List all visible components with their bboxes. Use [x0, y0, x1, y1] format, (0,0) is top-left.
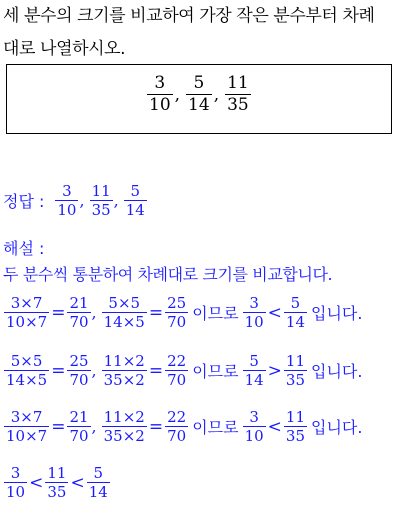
row3-expr-b: $\frac{11\times 2}{35\times 2}$ — [103, 408, 145, 446]
row2-word: 이므로 — [192, 362, 239, 382]
row2-expr-a: $\frac{5\times 5}{14\times 5}$ — [6, 352, 48, 390]
row1-result-a: $\frac{21}{70}$ — [69, 294, 89, 332]
row3-expr-a: $\frac{3\times 7}{10\times 7}$ — [6, 408, 48, 446]
row2-result-a: $\frac{25}{70}$ — [69, 352, 89, 390]
answer-fraction-1: $\frac{3}{10}$ — [57, 182, 77, 220]
question-text — [3, 0, 399, 66]
given-fraction-1: $\frac{3}{10}$ — [149, 73, 171, 116]
row3-end: 입니다. — [311, 418, 363, 438]
row2-compare-2: $\frac{11}{35}$ — [285, 352, 305, 390]
solution-label: 해설 : — [3, 239, 45, 258]
given-fraction-3: $\frac{11}{35}$ — [227, 73, 249, 116]
row1-compare-1: $\frac{3}{10}$ — [244, 294, 264, 332]
final-order: $\frac{3}{10}$ < $\frac{11}{35}$ < $\frac{5}{14}$ — [6, 464, 108, 502]
row3-compare-1: $\frac{3}{10}$ — [244, 408, 264, 446]
row3-result-b: $\frac{22}{70}$ — [167, 408, 187, 446]
answer-fraction-3: $\frac{5}{14}$ — [125, 182, 145, 220]
solution-intro: 두 분수씩 통분하여 차례대로 크기를 비교합니다. — [3, 265, 333, 284]
row1-compare-2: $\frac{5}{14}$ — [285, 294, 305, 332]
question-line-2: 대로 나열하시오. — [3, 39, 126, 59]
given-fractions-box — [6, 64, 392, 134]
answer-row: 정답 : $\frac{3}{10}$ , $\frac{11}{35}$ , $\frac{5}{14}$ — [3, 182, 145, 220]
row2-result-b: $\frac{22}{70}$ — [167, 352, 187, 390]
row3-word: 이므로 — [192, 418, 239, 438]
answer-fraction-2: $\frac{11}{35}$ — [91, 182, 111, 220]
given-fraction-2: $\frac{5}{14}$ — [188, 73, 210, 116]
final-fraction-3: $\frac{5}{14}$ — [88, 464, 108, 502]
row1-expr-a: $\frac{3\times 7}{10\times 7}$ — [6, 294, 48, 332]
row1-expr-b: $\frac{5\times 5}{14\times 5}$ — [103, 294, 145, 332]
row1-end: 입니다. — [311, 304, 363, 324]
row2-compare-1: $\frac{5}{14}$ — [244, 352, 264, 390]
given-fractions: $\frac{3}{10}$ , $\frac{5}{14}$ , $\frac{11}{35}$ — [149, 73, 249, 116]
row3-compare-2: $\frac{11}{35}$ — [285, 408, 305, 446]
final-fraction-2: $\frac{11}{35}$ — [47, 464, 67, 502]
row1-word: 이므로 — [192, 304, 239, 324]
row2-expr-b: $\frac{11\times 2}{35\times 2}$ — [103, 352, 145, 390]
row3-result-a: $\frac{21}{70}$ — [69, 408, 89, 446]
answer-label: 정답 : — [3, 192, 45, 212]
solution-row-3: $\frac{3\times 7}{10\times 7}$ = $\frac{21}{70}$ , $\frac{11\times 2}{35\times 2}$ = $\frac{22}{70}$ 이므로 $\frac{3}{10}$ < $\frac{11}{35}$ 입니다. — [6, 408, 363, 446]
row2-end: 입니다. — [311, 362, 363, 382]
final-fraction-1: $\frac{3}{10}$ — [6, 464, 26, 502]
row1-result-b: $\frac{25}{70}$ — [167, 294, 187, 332]
question-line-1: 세 분수의 크기를 비교하여 가장 작은 분수부터 차례 — [3, 6, 375, 26]
solution-row-2: $\frac{5\times 5}{14\times 5}$ = $\frac{25}{70}$ , $\frac{11\times 2}{35\times 2}$ = $\frac{22}{70}$ 이므로 $\frac{5}{14}$ > $\frac{11}{35}$ 입니다. — [6, 352, 363, 390]
solution-row-1: $\frac{3\times 7}{10\times 7}$ = $\frac{21}{70}$ , $\frac{5\times 5}{14\times 5}$ = $\frac{25}{70}$ 이므로 $\frac{3}{10}$ < $\frac{5}{14}$ 입니다. — [6, 294, 363, 332]
